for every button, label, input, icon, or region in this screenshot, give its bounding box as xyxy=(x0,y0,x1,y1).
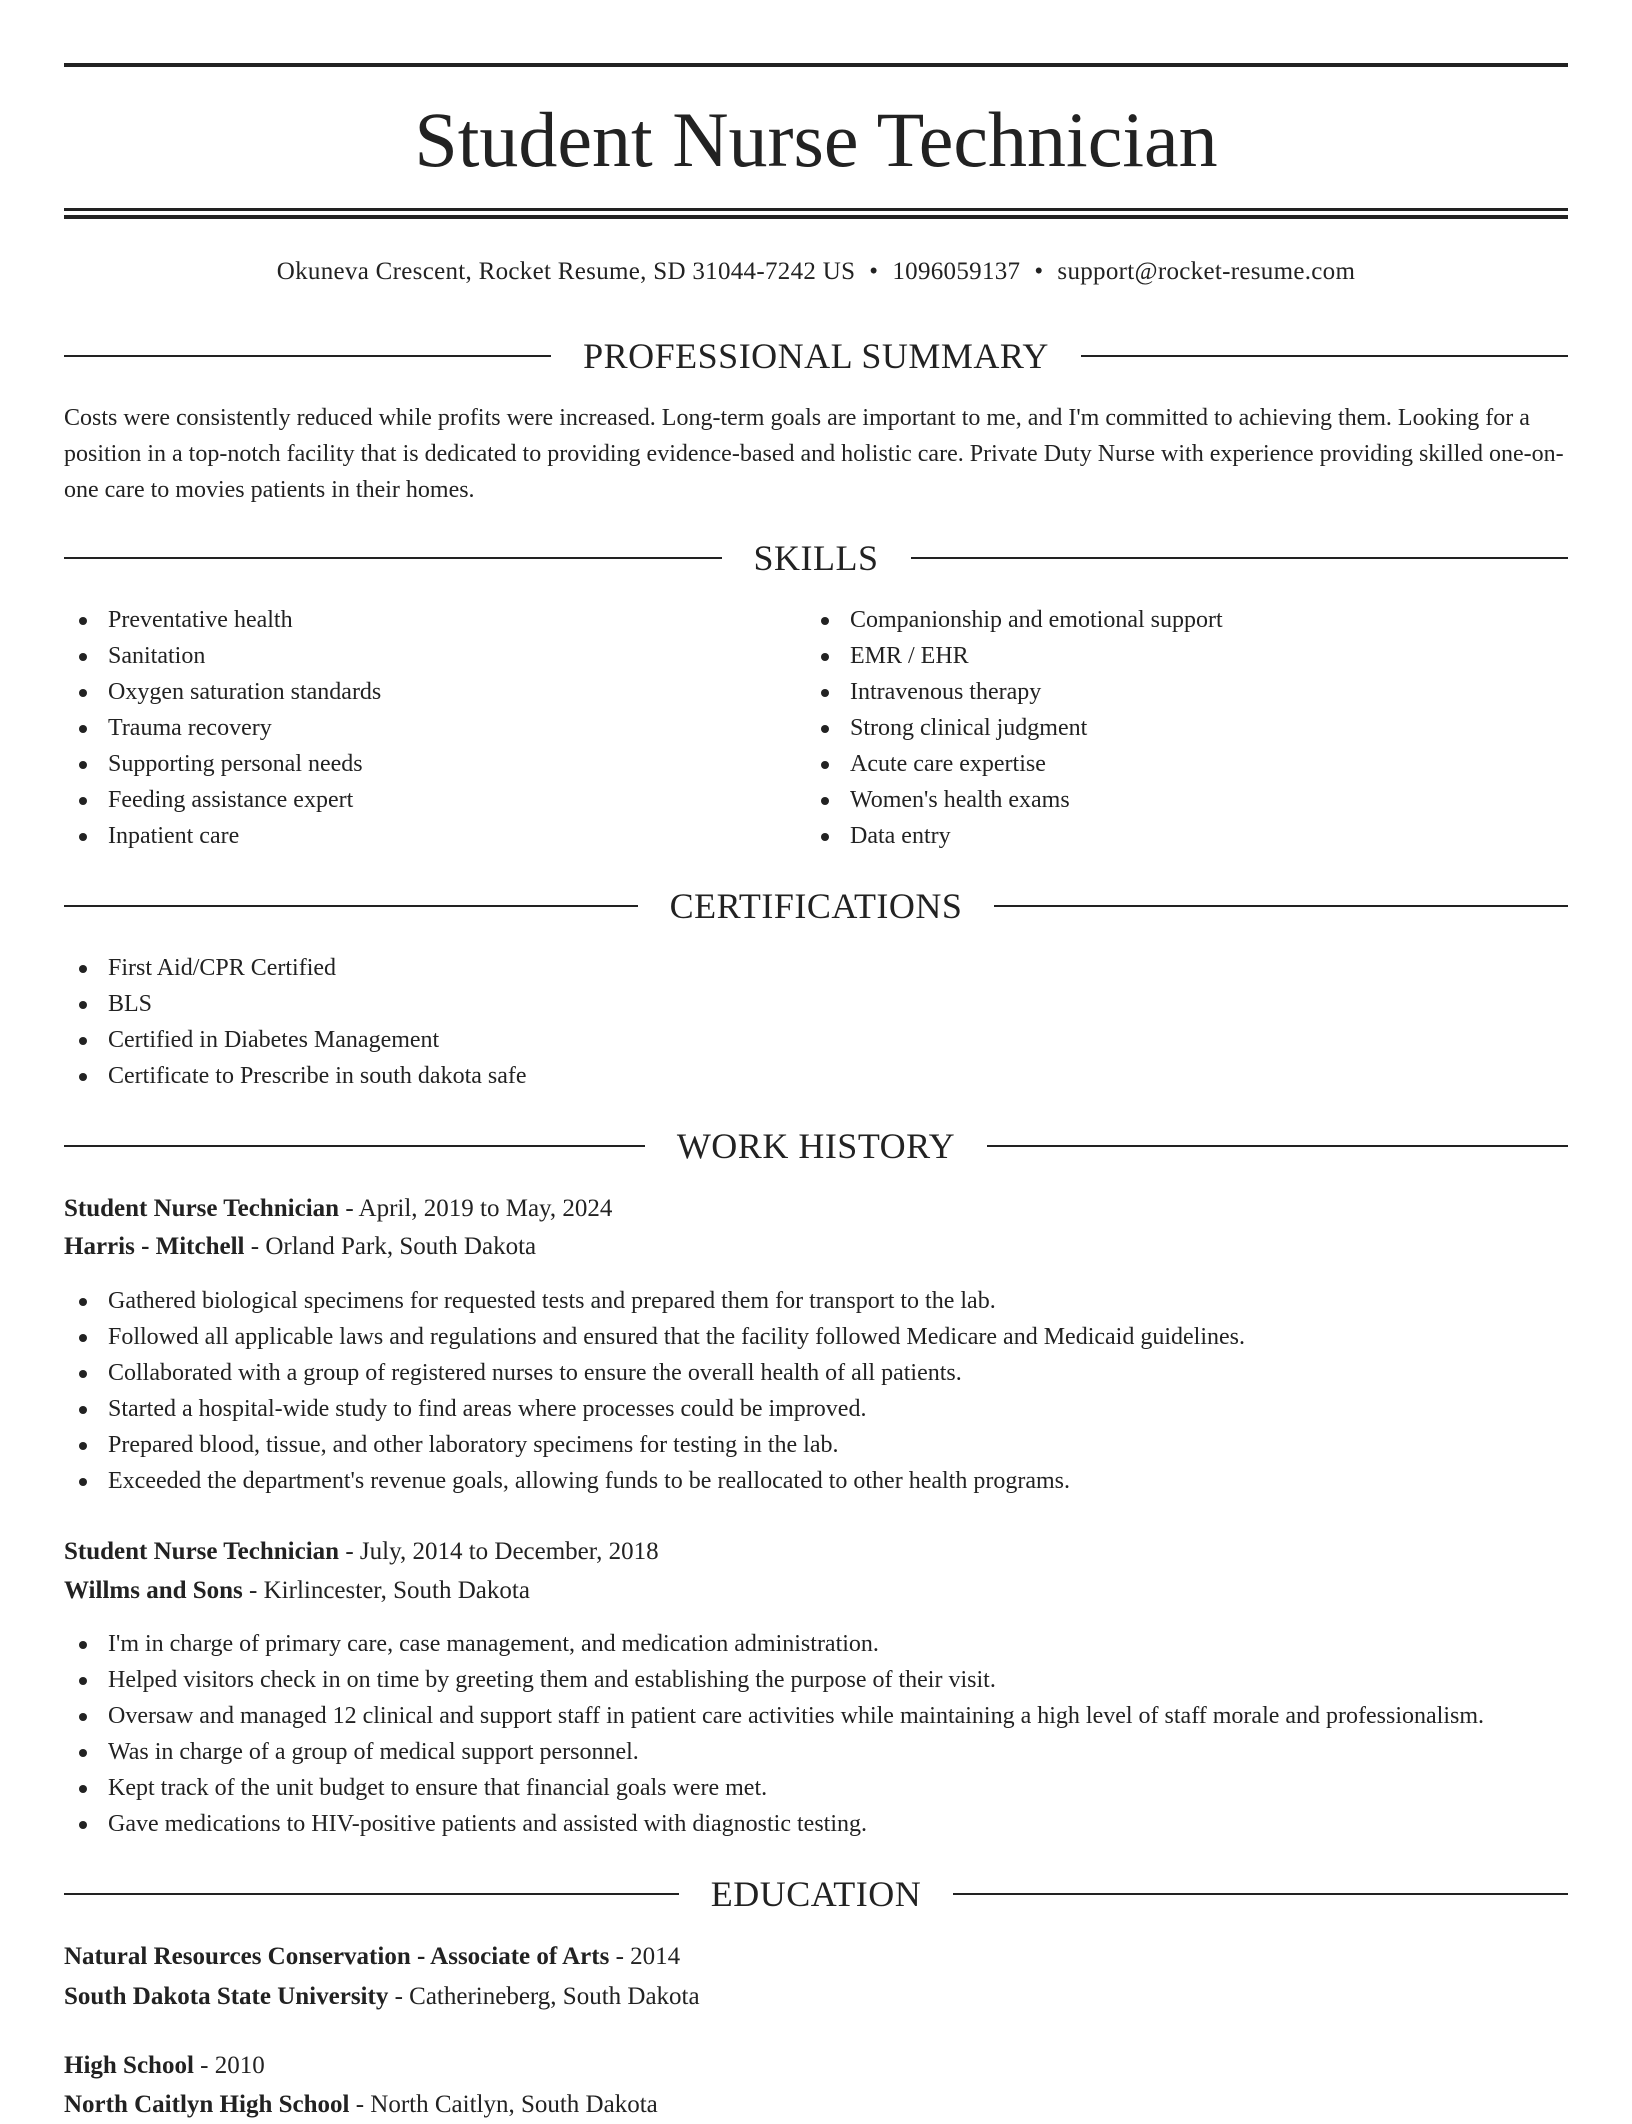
section-heading-certifications xyxy=(64,884,1568,928)
heading-rule xyxy=(64,557,722,559)
skill-item: Sanitation xyxy=(64,638,806,674)
section-heading-label: EDUCATION xyxy=(710,1874,922,1914)
skill-item: Oxygen saturation standards xyxy=(64,674,806,710)
skill-item: Intravenous therapy xyxy=(806,674,1568,710)
education-school: North Caitlyn High School xyxy=(64,2091,350,2118)
job-company-line xyxy=(64,1572,1568,1610)
contact-phone: 1096059137 xyxy=(892,258,1021,285)
job-bullet: Kept track of the unit budget to ensure that financial goals were met. xyxy=(64,1770,1568,1806)
certification-item: First Aid/CPR Certified xyxy=(64,950,1568,986)
job-bullet: Collaborated with a group of registered nurses to ensure the overall health of all patients. xyxy=(64,1355,1568,1391)
skill-item: Supporting personal needs xyxy=(64,746,806,782)
education-year: - 2014 xyxy=(609,1943,681,1970)
heading-rule xyxy=(987,1145,1568,1147)
section-heading-summary xyxy=(64,334,1568,378)
title-rule-lower xyxy=(64,215,1568,219)
skill-item: Companionship and emotional support xyxy=(806,602,1568,638)
section-heading-education xyxy=(64,1872,1568,1916)
education-year: - 2010 xyxy=(193,2052,265,2079)
job-bullet: Was in charge of a group of medical support personnel. xyxy=(64,1734,1568,1770)
skill-item: Trauma recovery xyxy=(64,710,806,746)
education-school-line xyxy=(64,2086,1568,2124)
summary-text: Costs were consistently reduced while profits were increased. Long-term goals are important to me, and I'm committed to achieving them. Looking for a position in a top-notch facility that is dedicated to providing evidence-based and holistic care. Private Duty Nurse with experience providing skilled one-on-one care to movies patients in their homes. xyxy=(64,405,1564,503)
job-bullet: Exceeded the department's revenue goals, allowing funds to be reallocated to other health programs. xyxy=(64,1463,1568,1499)
job-company-line xyxy=(64,1228,1568,1266)
job-dates: - July, 2014 to December, 2018 xyxy=(339,1538,659,1565)
contact-email: support@rocket-resume.com xyxy=(1057,258,1356,285)
contact-address: Okuneva Crescent, Rocket Resume, SD 31044-7242 US xyxy=(276,258,856,285)
certification-item: BLS xyxy=(64,986,1568,1022)
job-location: - Kirlincester, South Dakota xyxy=(242,1577,530,1604)
education-degree: Natural Resources Conservation - Associate of Arts xyxy=(64,1943,610,1970)
certifications-list xyxy=(64,950,1568,1094)
section-heading-skills xyxy=(64,536,1568,580)
resume-title: Student Nurse Technician xyxy=(414,96,1218,183)
top-rule xyxy=(64,63,1568,67)
job-title: Student Nurse Technician xyxy=(64,1195,340,1222)
skill-item: Feeding assistance expert xyxy=(64,782,806,818)
heading-rule xyxy=(1081,355,1568,357)
skill-item: Women's health exams xyxy=(806,782,1568,818)
skill-item: Strong clinical judgment xyxy=(806,710,1568,746)
education-degree: High School xyxy=(64,2052,194,2079)
education-location: - North Caitlyn, South Dakota xyxy=(349,2091,658,2118)
contact-line xyxy=(64,254,1568,290)
certification-item: Certificate to Prescribe in south dakota safe xyxy=(64,1058,1568,1094)
section-heading-label: PROFESSIONAL SUMMARY xyxy=(583,336,1049,376)
job-company: Harris - Mitchell xyxy=(64,1233,245,1260)
heading-rule xyxy=(911,557,1569,559)
job-bullet: Followed all applicable laws and regulations and ensured that the facility followed Medicare and Medicaid guidelines. xyxy=(64,1319,1568,1355)
job-location: - Orland Park, South Dakota xyxy=(244,1233,537,1260)
education-location: - Catherineberg, South Dakota xyxy=(388,1983,700,2010)
skill-item: Inpatient care xyxy=(64,818,806,854)
education-degree-line xyxy=(64,1938,1568,1976)
section-heading-work-history xyxy=(64,1124,1568,1168)
certification-item: Certified in Diabetes Management xyxy=(64,1022,1568,1058)
heading-rule xyxy=(64,355,551,357)
job-bullets xyxy=(64,1626,1568,1842)
skill-item: Acute care expertise xyxy=(806,746,1568,782)
job-bullet: Gathered biological specimens for requested tests and prepared them for transport to the lab. xyxy=(64,1283,1568,1319)
job-bullet: Helped visitors check in on time by greeting them and establishing the purpose of their visit. xyxy=(64,1662,1568,1698)
job-bullet: I'm in charge of primary care, case management, and medication administration. xyxy=(64,1626,1568,1662)
skill-item: Data entry xyxy=(806,818,1568,854)
heading-rule xyxy=(994,905,1568,907)
job-dates: - April, 2019 to May, 2024 xyxy=(339,1195,613,1222)
section-heading-label: CERTIFICATIONS xyxy=(669,886,963,926)
education-school: South Dakota State University xyxy=(64,1983,389,2010)
section-heading-label: WORK HISTORY xyxy=(676,1126,956,1166)
skill-item: Preventative health xyxy=(64,602,806,638)
job-title-line xyxy=(64,1533,1568,1571)
job-bullet: Gave medications to HIV-positive patients and assisted with diagnostic testing. xyxy=(64,1806,1568,1842)
title-rule-upper xyxy=(64,208,1568,211)
job-bullets xyxy=(64,1283,1568,1499)
skills-list-left xyxy=(64,602,806,854)
job-title-line xyxy=(64,1190,1568,1228)
heading-rule xyxy=(953,1893,1568,1895)
education-degree-line xyxy=(64,2047,1568,2085)
education-school-line xyxy=(64,1978,1568,2016)
job-company: Willms and Sons xyxy=(64,1577,243,1604)
job-bullet: Started a hospital-wide study to find areas where processes could be improved. xyxy=(64,1391,1568,1427)
contact-separator: • xyxy=(869,258,879,285)
section-heading-label: SKILLS xyxy=(753,538,879,578)
contact-separator: • xyxy=(1034,258,1044,285)
skill-item: EMR / EHR xyxy=(806,638,1568,674)
heading-rule xyxy=(64,905,638,907)
heading-rule xyxy=(64,1893,679,1895)
job-bullet: Prepared blood, tissue, and other laboratory specimens for testing in the lab. xyxy=(64,1427,1568,1463)
heading-rule xyxy=(64,1145,645,1147)
job-title: Student Nurse Technician xyxy=(64,1538,340,1565)
skills-list-right xyxy=(806,602,1568,854)
job-bullet: Oversaw and managed 12 clinical and support staff in patient care activities while maintaining a high level of staff morale and professionalism. xyxy=(64,1698,1568,1734)
